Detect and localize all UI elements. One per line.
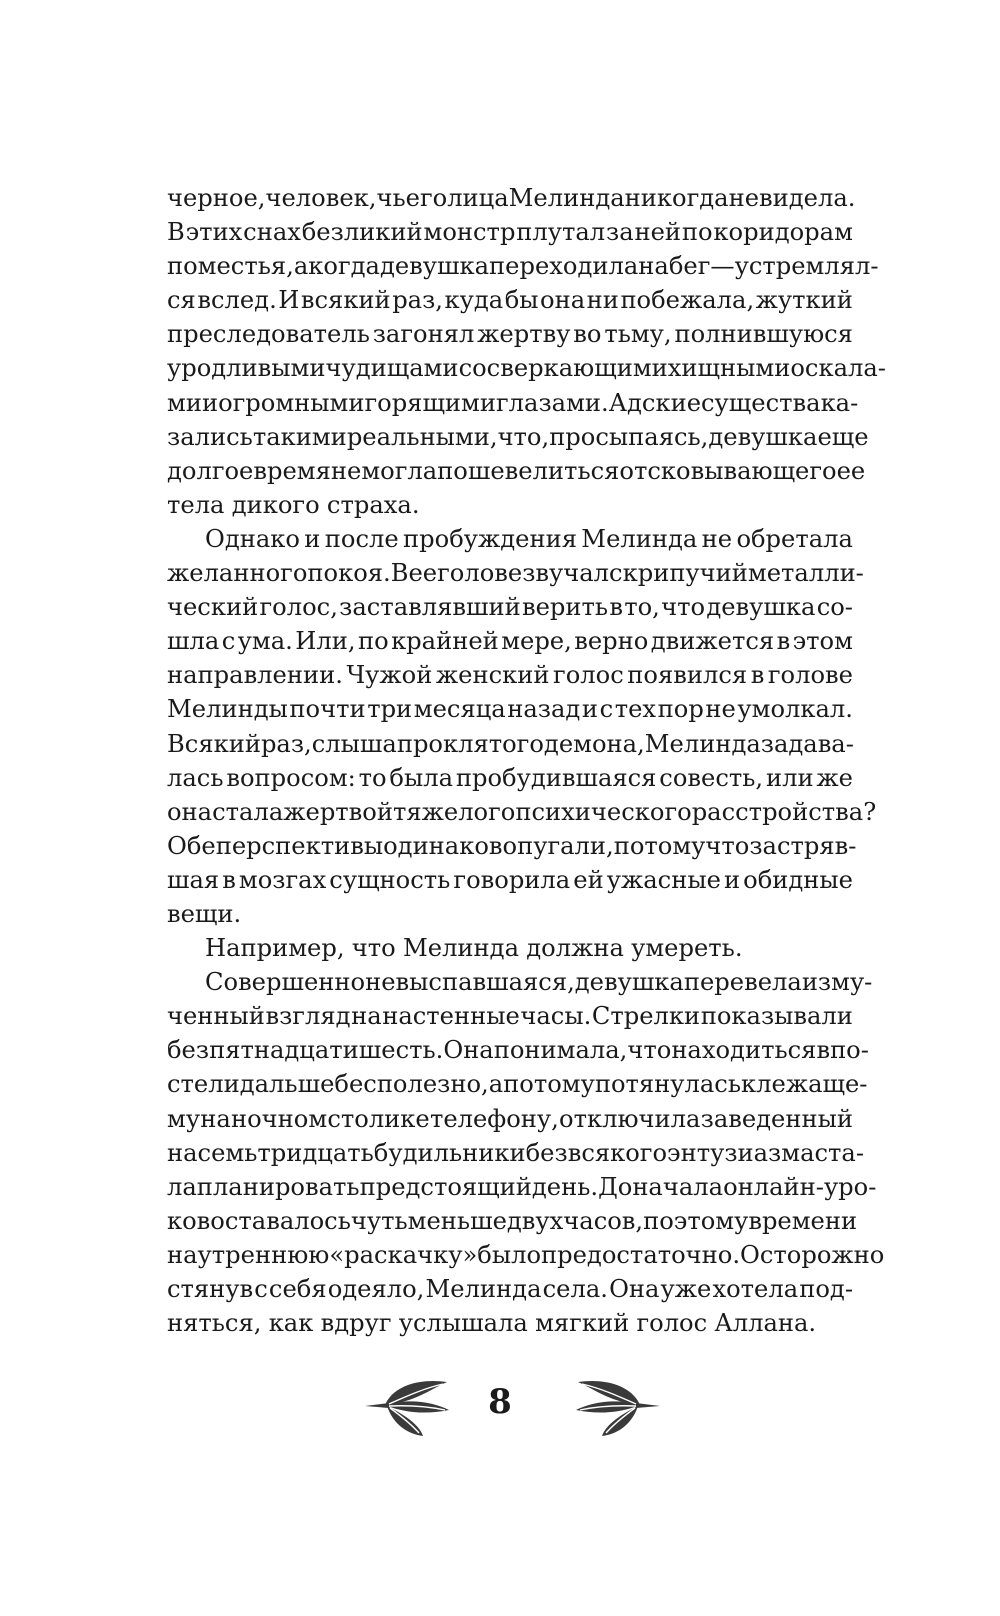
- text-line: шая в мозгах сущность говорила ей ужасные и обидные: [167, 865, 853, 894]
- text-line: Обе перспективы одинаково пугали, потому что застряв-: [167, 831, 857, 860]
- text-line: шла с ума. Или, по крайней мере, верно движется в этом: [167, 627, 853, 656]
- text-line: ся вслед. И всякий раз, куда бы она ни побежала, жуткий: [167, 286, 853, 315]
- text-line: Всякий раз, слыша проклятого демона, Мелинда задава-: [167, 729, 854, 758]
- text-line: преследователь загонял жертву во тьму, полнившуюся: [167, 320, 853, 349]
- text-line: Например, что Мелинда должна умереть.: [205, 934, 743, 963]
- text-line: уродливыми чудищами со сверкающими хищными оскала-: [167, 354, 886, 383]
- page-footer: [0, 1372, 1000, 1452]
- text-line: В этих снах безликий монстр плутал за ней по коридорам: [167, 218, 853, 247]
- text-line: ков оставалось чуть меньше двух часов, поэтому времени: [167, 1206, 858, 1235]
- text-line: долгое время не могла пошевелиться от сковывающего ее: [167, 456, 866, 485]
- leaf-ornament-icon: [574, 1372, 662, 1438]
- text-line: Совершенно не выспавшаяся, девушка перевела изму-: [205, 968, 873, 997]
- text-line: черное, человек, чьего лица Мелинда никогда не видела.: [167, 184, 856, 212]
- text-line: ченный взгляд на настенные часы. Стрелки показывали: [167, 1002, 853, 1031]
- text-line: поместья, а когда девушка переходила на бег — устремлял-: [167, 252, 879, 281]
- text-line: ми и огромными горящими глазами. Адские существа ка-: [167, 388, 859, 417]
- body-text: [167, 181, 886, 1340]
- text-line: она стала жертвой тяжелого психического расстройства?: [167, 797, 877, 826]
- leaf-ornament-icon: [363, 1372, 451, 1438]
- text-line: вещи.: [167, 899, 242, 928]
- text-line: на утреннюю «раскачку» было предостаточно. Осторожно: [167, 1240, 885, 1269]
- text-line: няться, как вдруг услышала мягкий голос Аллана.: [167, 1309, 817, 1338]
- text-line: направлении. Чужой женский голос появился в голове: [167, 661, 853, 690]
- text-line: Мелинды почти три месяца назад и с тех пор не умолкал.: [167, 695, 853, 724]
- text-line: ческий голос, заставлявший верить в то, что девушка со-: [167, 593, 853, 622]
- text-line: му на ночном столике телефону, отключила заведенный: [167, 1104, 853, 1133]
- text-line: стянув с себя одеяло, Мелинда села. Она уже хотела под-: [167, 1275, 853, 1303]
- text-line: зались такими реальными, что, просыпаясь, девушка еще: [167, 422, 869, 451]
- page-number: 8: [488, 1382, 512, 1422]
- text-line: желанного покоя. В ее голове звучал скрипучий металли-: [167, 559, 864, 588]
- text-line: тела дикого страха.: [167, 490, 420, 519]
- text-line: Однако и после пробуждения Мелинда не обретала: [205, 524, 853, 553]
- text-line: на семь тридцать будильник и без всякого энтузиазма ста-: [167, 1138, 865, 1167]
- text-line: стели дальше бесполезно, а потому потянулась к лежаще-: [167, 1070, 868, 1099]
- text-line: лась вопросом: то была пробудившаяся совесть, или же: [167, 763, 853, 792]
- text-line: ла планировать предстоящий день. До начала онлайн-уро-: [167, 1172, 877, 1201]
- text-line: без пятнадцати шесть. Она понимала, что находиться в по-: [167, 1036, 869, 1065]
